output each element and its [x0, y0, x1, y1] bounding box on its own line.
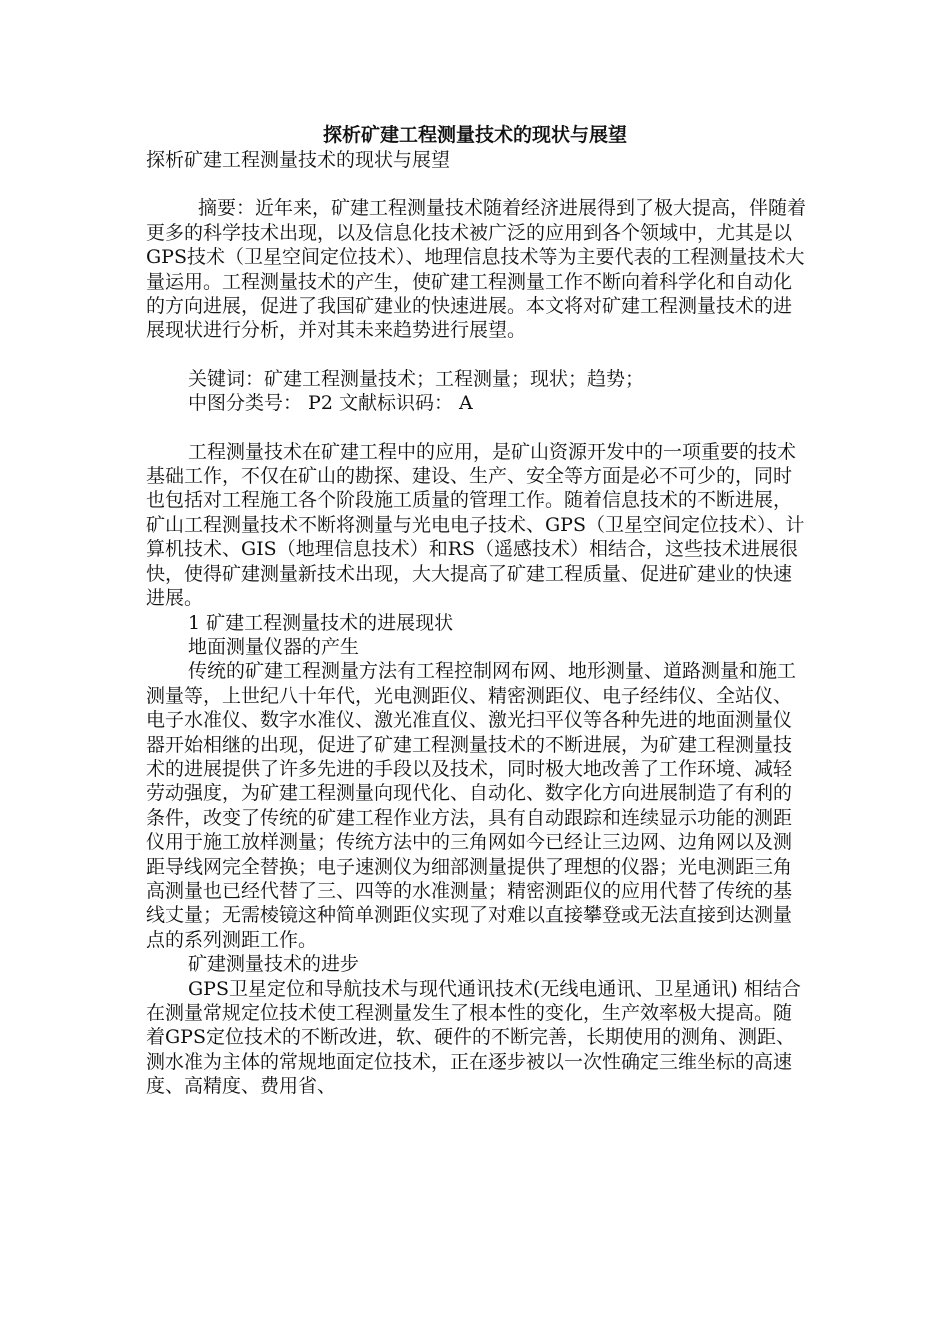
body-paragraph: GPS卫星定位和导航技术与现代通讯技术(无线电通讯、卫星通讯) 相结合在测量常规定位技术使工程测量发生了根本性的变化，生产效率极大提高。随着GPS定位技术的不断改进，软、硬件的不断完善，长期使用的测角、测距、测水准为主体的常规地面定位技术，正在逐步被以一次性确定三维坐标的高速度、高精度、费用省、 — [146, 977, 801, 1098]
subsection-heading: 矿建测量技术的进步 — [188, 953, 360, 976]
spacer — [146, 416, 810, 440]
abstract-paragraph: 摘要：近年来，矿建工程测量技术随着经济进展得到了极大提高，伴随着更多的科学技术出现，以及信息化技术被广泛的应用到各个领域中，尤其是以GPS技术（卫星空间定位技术）、地理信息技术等为主要代表的工程测量技术大量运用。工程测量技术的产生，使矿建工程测量工作不断向着科学化和自动化的方向进展，促进了我国矿建业的快速进展。本文将对矿建工程测量技术的进展现状进行分析，并对其未来趋势进行展望。 — [146, 197, 807, 342]
spacer — [146, 343, 810, 367]
subsection-heading: 地面测量仪器的产生 — [188, 635, 360, 658]
classification-line: 中图分类号： P2 文献标识码： A — [188, 392, 473, 415]
document-body — [146, 148, 810, 1099]
section-heading: 1 矿建工程测量技术的进展现状 — [188, 611, 454, 634]
document-title: 探析矿建工程测量技术的现状与展望 — [322, 124, 627, 146]
body-paragraph: 传统的矿建工程测量方法有工程控制网布网、地形测量、道路测量和施工测量等，上世纪八十年代，光电测距仪、精密测距仪、电子经纬仪、全站仪、电子水准仪、数字水准仪、激光准直仪、激光扫平仪等各种先进的地面测量仪器开始相继的出现，促进了矿建工程测量技术的不断进展，为矿建工程测量技术的进展提供了许多先进的手段以及技术，同时极大地改善了工作环境、减轻劳动强度，为矿建工程测量向现代化、自动化、数字化方向进展制造了有利的条件，改变了传统的矿建工程作业方法，具有自动跟踪和连续显示功能的测距仪用于施工放样测量；传统方法中的三角网如今已经让三边网、边角网以及测距导线网完全替换；电子速测仪为细部测量提供了理想的仪器；光电测距三角高测量也已经代替了三、四等的水准测量；精密测距仪的应用代替了传统的基线丈量；无需棱镜这种简单测距仪实现了对难以直接攀登或无法直接到达测量点的系列测距工作。 — [146, 660, 797, 951]
spacer — [146, 172, 810, 196]
document-subtitle: 探析矿建工程测量技术的现状与展望 — [146, 149, 451, 171]
keywords-line: 关键词：矿建工程测量技术；工程测量；现状；趋势； — [188, 367, 645, 390]
intro-paragraph: 工程测量技术在矿建工程中的应用，是矿山资源开发中的一项重要的技术基础工作，不仅在矿山的勘探、建设、生产、安全等方面是必不可少的，同时也包括对工程施工各个阶段施工质量的管理工作。随着信息技术的不断进展，矿山工程测量技术不断将测量与光电电子技术、GPS（卫星空间定位技术）、计算机技术、GIS（地理信息技术）和RS（遥感技术）相结合，这些技术进展很快，使得矿建测量新技术出现，大大提高了矿建工程质量、促进矿建业的快速进展。 — [146, 440, 805, 610]
